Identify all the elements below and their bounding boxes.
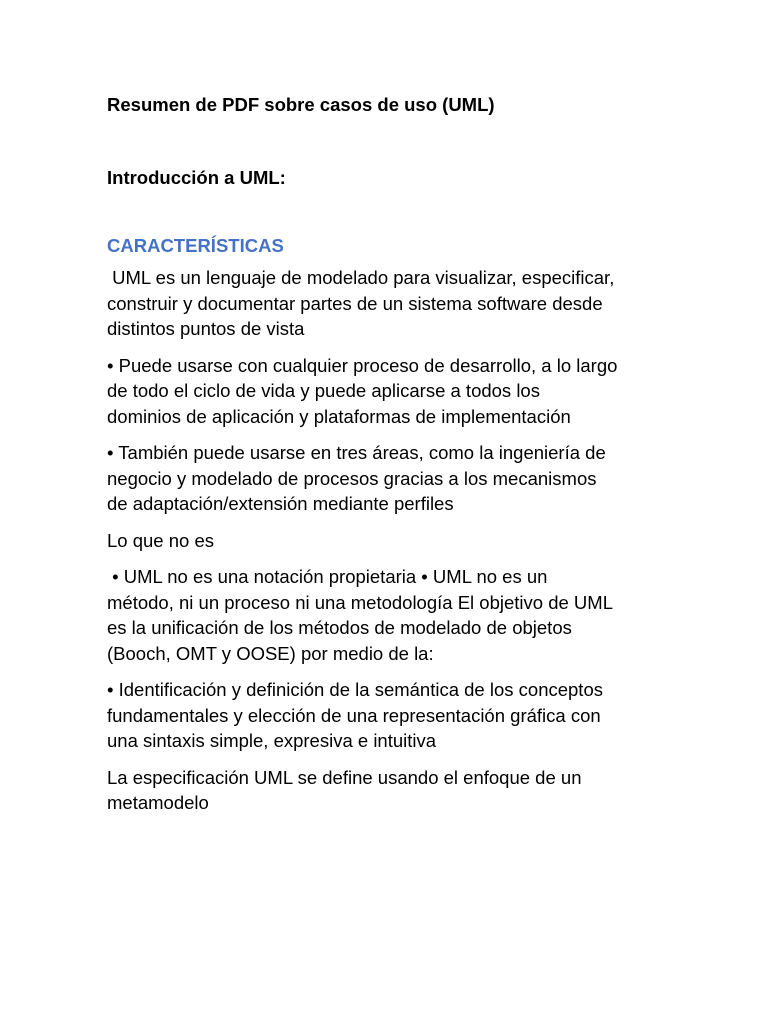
section-heading: CARACTERÍSTICAS [107,235,284,256]
paragraph-what-it-is-not: Lo que no es [107,529,214,551]
paragraph-bullet-areas: • También puede usarse en tres áreas, como la ingeniería de negocio y modelado de procesos gracias a los mecanismos de adaptación/extensión mediante perfiles [107,442,606,514]
paragraph-bullet-process: • Puede usarse con cualquier proceso de desarrollo, a lo largo de todo el ciclo de vida y puede aplicarse a todos los dominios de aplicación y plataformas de implementación [107,354,618,427]
paragraph-metamodel: La especificación UML se define usando el enfoque de un metamodelo [107,766,582,813]
document-title: Resumen de PDF sobre casos de uso (UML) [107,94,495,115]
intro-heading: Introducción a UML: [107,167,286,188]
paragraph-bullet-semantics: • Identificación y definición de la semántica de los conceptos fundamentales y elección de una representación gráfica con una sintaxis simple, expresiva e intuitiva [107,679,603,751]
paragraph-not-proprietary: • UML no es una notación propietaria • UML no es un método, ni un proceso ni una metodología El objetivo de UML es la unificación de los métodos de modelado de objetos (Booch, OMT y OOSE) por medio de la: [107,566,613,664]
paragraph-definition: UML es un lenguaje de modelado para visualizar, especificar, construir y documentar partes de un sistema software desde distintos puntos de vista [107,267,615,339]
document-content [107,92,687,816]
